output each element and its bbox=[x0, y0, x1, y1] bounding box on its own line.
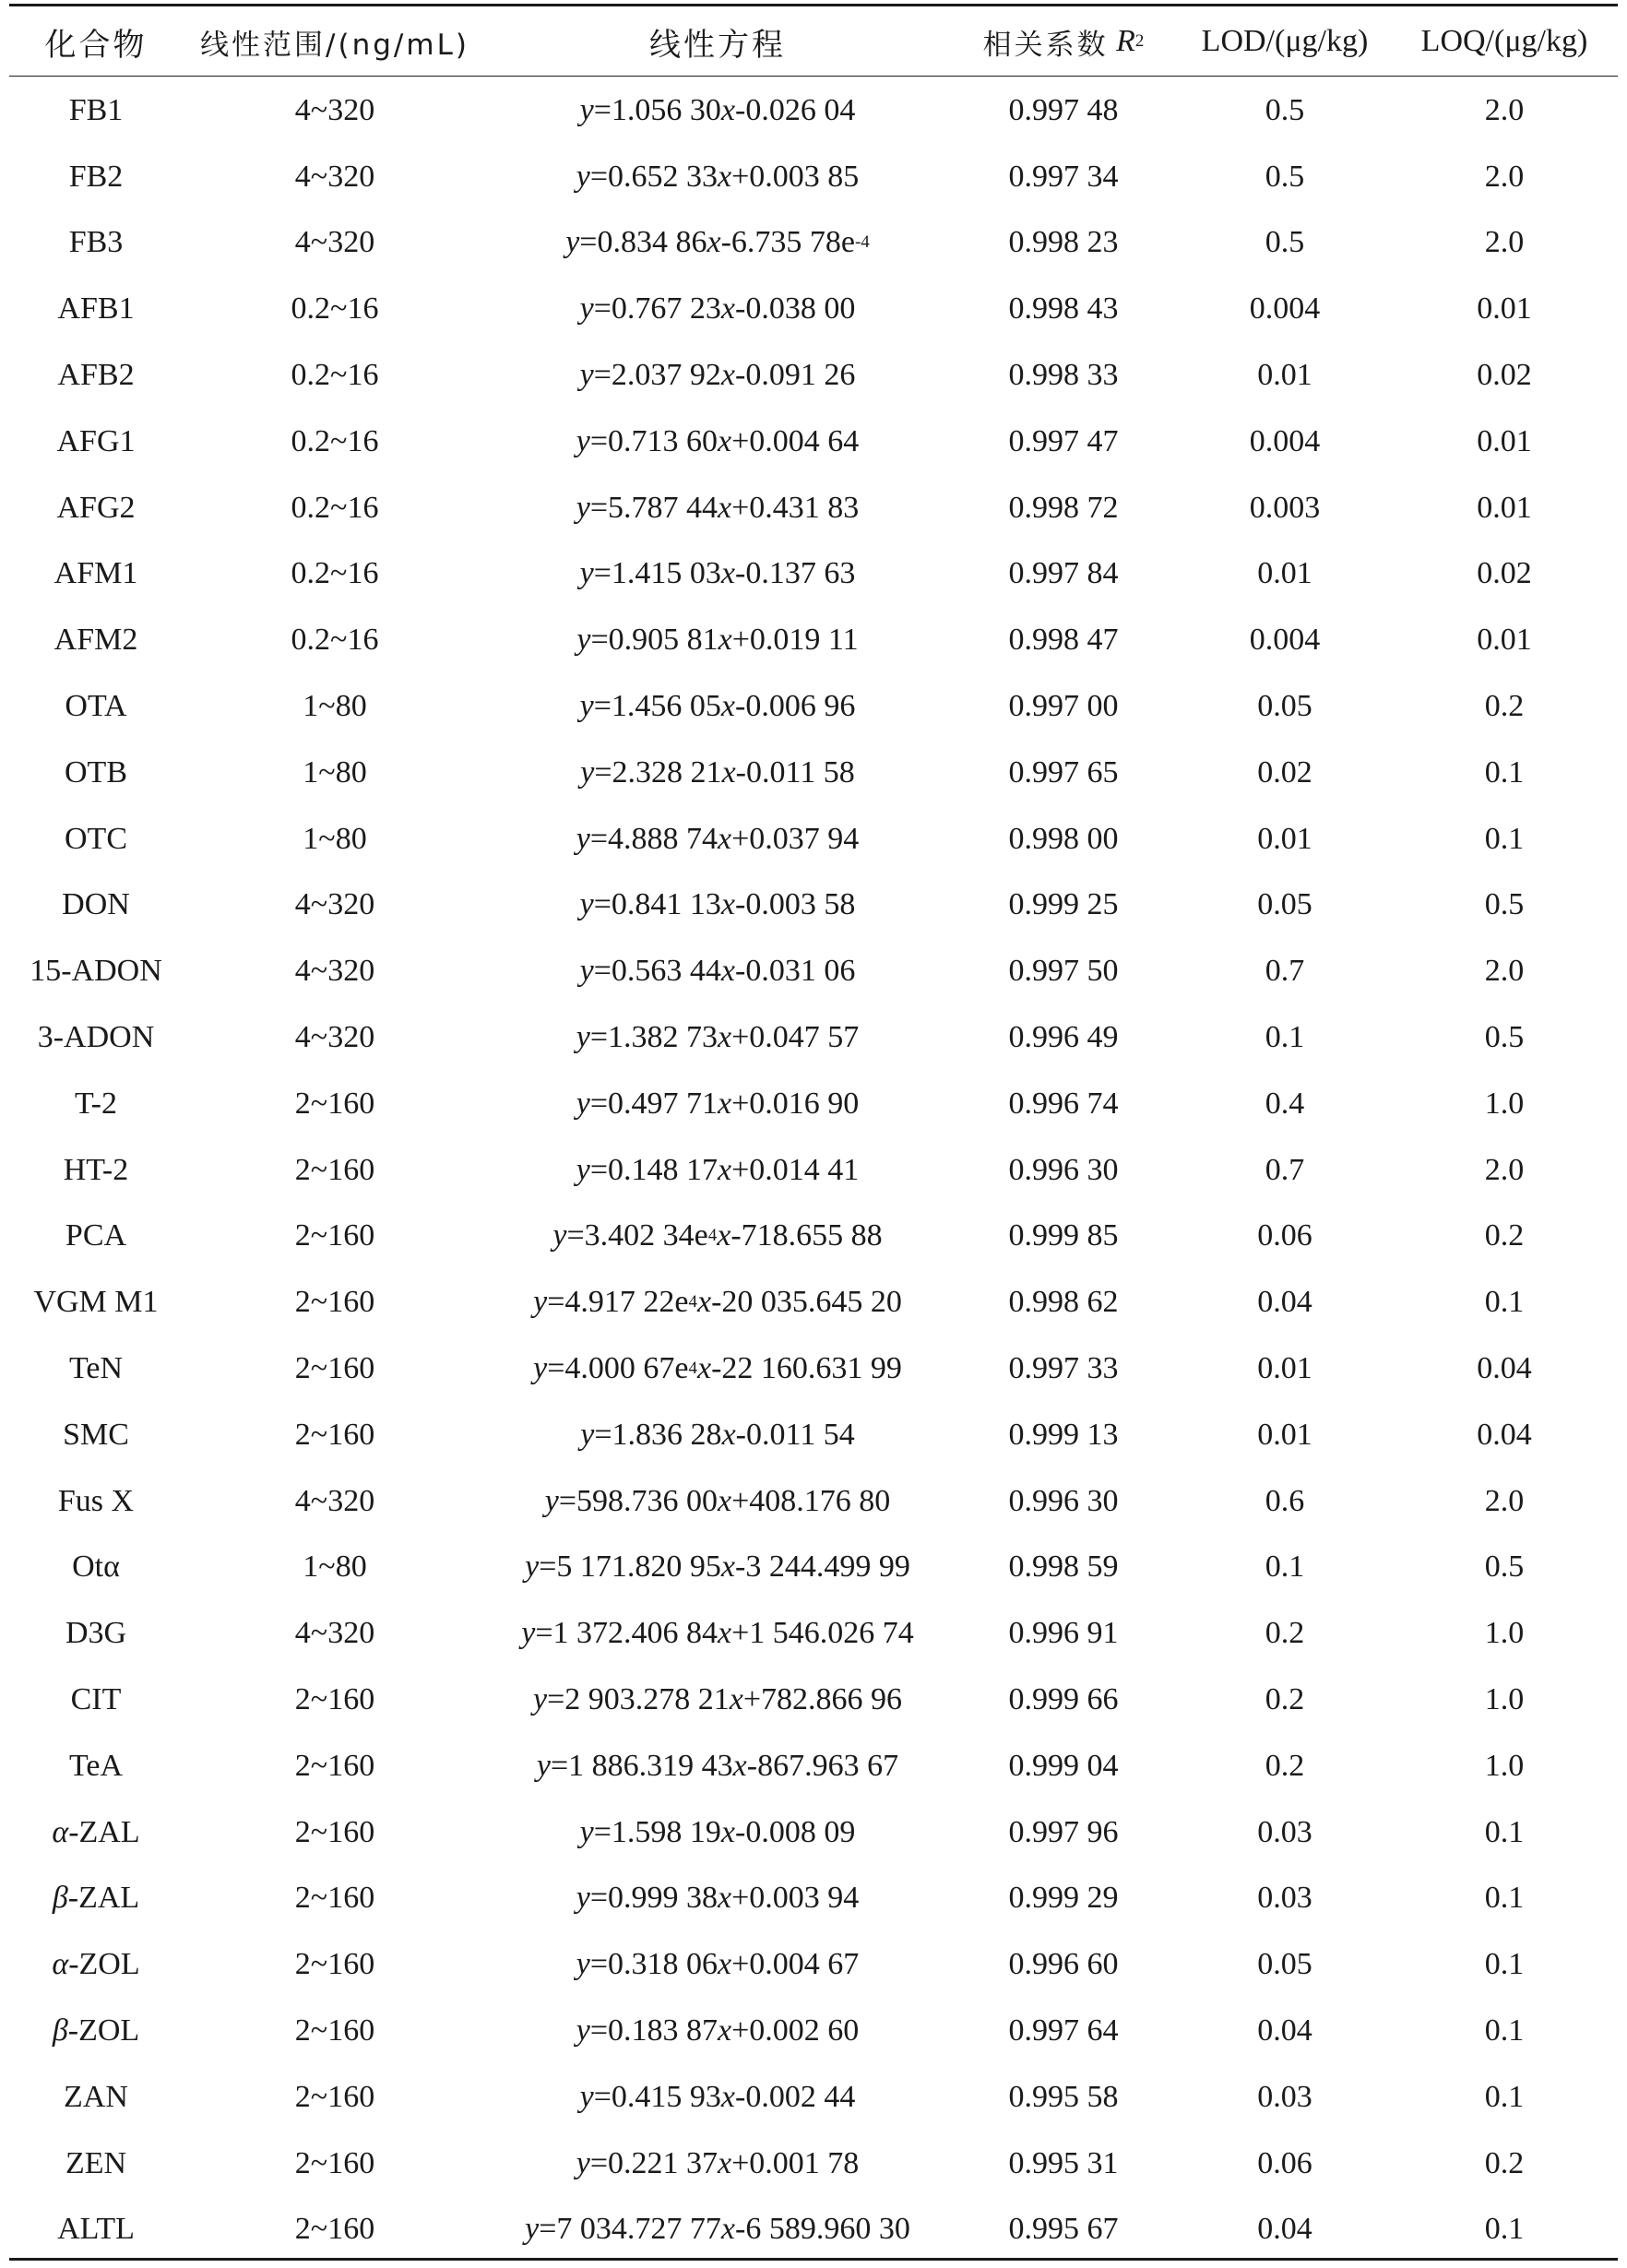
cell-lod: 0.01 bbox=[1257, 821, 1312, 856]
cell-range: 4~320 bbox=[294, 954, 375, 989]
cell-r2: 0.997 50 bbox=[1008, 954, 1119, 989]
header-r2-label: 相关系数 bbox=[982, 28, 1109, 62]
cell-equation: y =4.888 74 x +0.037 94 bbox=[576, 821, 860, 856]
cell-r2: 0.996 60 bbox=[1008, 1947, 1119, 1982]
cell-lod: 0.004 bbox=[1249, 291, 1321, 327]
cell-compound: TeA bbox=[68, 1748, 124, 1783]
cell-r2: 0.998 47 bbox=[1008, 623, 1119, 658]
cell-equation: y =0.834 86 x -6.735 78e -4 bbox=[565, 225, 870, 260]
cell-loq: 0.5 bbox=[1484, 1020, 1525, 1055]
cell-r2: 0.999 25 bbox=[1008, 887, 1119, 922]
cell-r2: 0.997 84 bbox=[1008, 556, 1119, 591]
cell-equation: y =1.415 03 x -0.137 63 bbox=[579, 556, 856, 591]
cell-lod: 0.03 bbox=[1257, 1814, 1312, 1849]
cell-compound: SMC bbox=[63, 1417, 129, 1452]
cell-r2: 0.998 33 bbox=[1008, 358, 1119, 393]
cell-compound: ALTL bbox=[57, 2212, 135, 2247]
cell-compound: Otα bbox=[72, 1550, 120, 1585]
cell-equation: y =0.183 87 x +0.002 60 bbox=[576, 2013, 860, 2048]
cell-range: 0.2~16 bbox=[291, 358, 379, 393]
cell-equation: y =0.497 71 x +0.016 90 bbox=[576, 1086, 860, 1121]
table-row bbox=[9, 1004, 1618, 1071]
cell-r2: 0.998 72 bbox=[1008, 490, 1119, 525]
cell-lod: 0.06 bbox=[1257, 1218, 1312, 1253]
table-row bbox=[9, 1071, 1618, 1137]
cell-range: 2~160 bbox=[294, 1881, 375, 1916]
cell-lod: 0.05 bbox=[1257, 1947, 1312, 1982]
cell-compound: TeN bbox=[68, 1351, 124, 1386]
cell-equation: y =4.000 67e 4 x -22 160.631 99 bbox=[533, 1351, 902, 1386]
cell-range: 2~160 bbox=[294, 1285, 375, 1320]
cell-compound: AFB2 bbox=[57, 358, 135, 393]
header-loq: LOQ/(μg/kg) bbox=[1420, 24, 1588, 58]
cell-equation: y =0.999 38 x +0.003 94 bbox=[576, 1881, 860, 1916]
cell-range: 2~160 bbox=[294, 1748, 375, 1783]
cell-range: 0.2~16 bbox=[291, 623, 379, 658]
cell-r2: 0.996 74 bbox=[1008, 1086, 1119, 1121]
cell-lod: 0.04 bbox=[1257, 2013, 1312, 2048]
cell-equation: y =0.652 33 x +0.003 85 bbox=[576, 159, 860, 194]
cell-range: 4~320 bbox=[294, 887, 375, 922]
cell-range: 2~160 bbox=[294, 1814, 375, 1849]
cell-r2: 0.999 85 bbox=[1008, 1218, 1119, 1253]
table-row bbox=[9, 1137, 1618, 1204]
cell-range: 2~160 bbox=[294, 1351, 375, 1386]
table-row bbox=[9, 1204, 1618, 1270]
cell-range: 4~320 bbox=[294, 92, 375, 127]
cell-range: 2~160 bbox=[294, 1086, 375, 1121]
cell-range: 2~160 bbox=[294, 1152, 375, 1187]
cell-r2: 0.999 29 bbox=[1008, 1881, 1119, 1916]
table-row bbox=[9, 1336, 1618, 1402]
cell-equation: y =1.056 30 x -0.026 04 bbox=[579, 92, 856, 127]
cell-loq: 0.01 bbox=[1477, 423, 1532, 458]
table-row bbox=[9, 1600, 1618, 1667]
cell-compound: DON bbox=[62, 887, 130, 922]
cell-lod: 0.01 bbox=[1257, 556, 1312, 591]
cell-range: 4~320 bbox=[294, 1483, 375, 1518]
cell-lod: 0.5 bbox=[1265, 159, 1305, 194]
cell-loq: 2.0 bbox=[1484, 1152, 1525, 1187]
cell-loq: 2.0 bbox=[1484, 954, 1525, 989]
table-row bbox=[9, 276, 1618, 342]
cell-r2: 0.997 65 bbox=[1008, 754, 1119, 790]
cell-r2: 0.996 30 bbox=[1008, 1152, 1119, 1187]
table-row bbox=[9, 1998, 1618, 2064]
cell-range: 2~160 bbox=[294, 2212, 375, 2247]
cell-equation: y =0.415 93 x -0.002 44 bbox=[579, 2079, 856, 2114]
cell-equation: y =1.836 28 x -0.011 54 bbox=[580, 1417, 855, 1452]
cell-r2: 0.999 13 bbox=[1008, 1417, 1119, 1452]
cell-equation: y =2.328 21 x -0.011 58 bbox=[580, 754, 855, 790]
cell-compound: α -ZOL bbox=[52, 1947, 140, 1982]
cell-loq: 0.01 bbox=[1477, 291, 1532, 327]
cell-range: 4~320 bbox=[294, 1616, 375, 1651]
cell-range: 2~160 bbox=[294, 1417, 375, 1452]
cell-equation: y =0.713 60 x +0.004 64 bbox=[576, 423, 860, 458]
table-row bbox=[9, 77, 1618, 144]
table-row bbox=[9, 2131, 1618, 2197]
cell-compound: ZAN bbox=[64, 2079, 128, 2114]
cell-compound: AFM1 bbox=[53, 556, 138, 591]
cell-equation: y =3.402 34e 4 x -718.655 88 bbox=[552, 1218, 883, 1253]
cell-r2: 0.997 48 bbox=[1008, 92, 1119, 127]
cell-lod: 0.6 bbox=[1265, 1483, 1305, 1518]
cell-equation: y =0.318 06 x +0.004 67 bbox=[576, 1947, 860, 1982]
table-row bbox=[9, 1733, 1618, 1799]
cell-range: 1~80 bbox=[303, 689, 367, 724]
cell-equation: y =0.841 13 x -0.003 58 bbox=[579, 887, 856, 922]
cell-lod: 0.5 bbox=[1265, 225, 1305, 260]
table-row bbox=[9, 1468, 1618, 1535]
cell-r2: 0.996 30 bbox=[1008, 1483, 1119, 1518]
table-row bbox=[9, 342, 1618, 409]
cell-equation: y =4.917 22e 4 x -20 035.645 20 bbox=[533, 1285, 902, 1320]
cell-compound: β -ZAL bbox=[52, 1881, 140, 1916]
cell-lod: 0.2 bbox=[1265, 1616, 1305, 1651]
cell-lod: 0.004 bbox=[1249, 623, 1321, 658]
header-equation: 线性方程 bbox=[649, 26, 786, 64]
cell-loq: 2.0 bbox=[1484, 1483, 1525, 1518]
cell-compound: OTC bbox=[65, 821, 127, 856]
cell-compound: AFG1 bbox=[56, 423, 136, 458]
cell-r2: 0.997 96 bbox=[1008, 1814, 1119, 1849]
cell-lod: 0.5 bbox=[1265, 92, 1305, 127]
cell-compound: ZEN bbox=[65, 2145, 127, 2180]
cell-compound: FB2 bbox=[68, 159, 124, 194]
cell-compound: D3G bbox=[65, 1616, 127, 1651]
cell-equation: y =1 372.406 84 x +1 546.026 74 bbox=[521, 1616, 914, 1651]
cell-lod: 0.1 bbox=[1265, 1550, 1305, 1585]
cell-range: 1~80 bbox=[303, 821, 367, 856]
cell-r2: 0.996 91 bbox=[1008, 1616, 1119, 1651]
cell-loq: 0.1 bbox=[1484, 1285, 1525, 1320]
cell-range: 0.2~16 bbox=[291, 490, 379, 525]
table-row bbox=[9, 2064, 1618, 2131]
cell-loq: 1.0 bbox=[1484, 1682, 1525, 1717]
cell-lod: 0.04 bbox=[1257, 1285, 1312, 1320]
cell-range: 1~80 bbox=[303, 1550, 367, 1585]
cell-r2: 0.997 64 bbox=[1008, 2013, 1119, 2048]
cell-equation: y =2.037 92 x -0.091 26 bbox=[579, 358, 856, 393]
cell-equation: y =1 886.319 43 x -867.963 67 bbox=[536, 1748, 899, 1783]
cell-compound: FB1 bbox=[68, 92, 124, 127]
cell-range: 2~160 bbox=[294, 1947, 375, 1982]
table-row bbox=[9, 1667, 1618, 1733]
cell-loq: 0.5 bbox=[1484, 887, 1525, 922]
cell-lod: 0.06 bbox=[1257, 2145, 1312, 2180]
header-compound: 化合物 bbox=[44, 26, 148, 64]
cell-r2: 0.995 67 bbox=[1008, 2212, 1119, 2247]
table-row bbox=[9, 1402, 1618, 1468]
cell-range: 4~320 bbox=[294, 159, 375, 194]
cell-loq: 0.01 bbox=[1477, 490, 1532, 525]
cell-range: 2~160 bbox=[294, 1218, 375, 1253]
cell-compound: AFB1 bbox=[57, 291, 135, 327]
cell-lod: 0.01 bbox=[1257, 358, 1312, 393]
cell-equation: y =2 903.278 21 x +782.866 96 bbox=[532, 1682, 903, 1717]
cell-r2: 0.999 66 bbox=[1008, 1682, 1119, 1717]
table-row bbox=[9, 541, 1618, 608]
cell-compound: FB3 bbox=[68, 225, 124, 260]
cell-loq: 0.1 bbox=[1484, 1814, 1525, 1849]
cell-compound: OTB bbox=[65, 754, 127, 790]
cell-r2: 0.996 49 bbox=[1008, 1020, 1119, 1055]
cell-range: 2~160 bbox=[294, 2145, 375, 2180]
cell-lod: 0.02 bbox=[1257, 754, 1312, 790]
cell-loq: 0.02 bbox=[1477, 358, 1532, 393]
cell-r2: 0.998 59 bbox=[1008, 1550, 1119, 1585]
cell-equation: y =0.148 17 x +0.014 41 bbox=[576, 1152, 860, 1187]
cell-compound: VGM M1 bbox=[33, 1285, 159, 1320]
cell-lod: 0.2 bbox=[1265, 1748, 1305, 1783]
cell-range: 0.2~16 bbox=[291, 423, 379, 458]
table-row bbox=[9, 740, 1618, 806]
table-row bbox=[9, 1799, 1618, 1866]
cell-loq: 0.1 bbox=[1484, 1947, 1525, 1982]
cell-lod: 0.4 bbox=[1265, 1086, 1305, 1121]
cell-lod: 0.7 bbox=[1265, 954, 1305, 989]
header-lod: LOD/(μg/kg) bbox=[1201, 24, 1369, 58]
cell-equation: y =0.221 37 x +0.001 78 bbox=[576, 2145, 860, 2180]
cell-compound: AFG2 bbox=[56, 490, 136, 525]
table-row bbox=[9, 475, 1618, 541]
table-row bbox=[9, 409, 1618, 475]
cell-lod: 0.01 bbox=[1257, 1351, 1312, 1386]
table-row bbox=[9, 1931, 1618, 1998]
table-row bbox=[9, 1866, 1618, 1932]
cell-compound: Fus X bbox=[57, 1483, 135, 1518]
cell-r2: 0.995 58 bbox=[1008, 2079, 1119, 2114]
cell-range: 2~160 bbox=[294, 2079, 375, 2114]
table-bottom-rule bbox=[9, 2258, 1618, 2261]
cell-compound: PCA bbox=[65, 1218, 127, 1253]
cell-loq: 0.1 bbox=[1484, 2079, 1525, 2114]
cell-loq: 2.0 bbox=[1484, 159, 1525, 194]
cell-loq: 0.2 bbox=[1484, 1218, 1525, 1253]
cell-range: 2~160 bbox=[294, 1682, 375, 1717]
cell-loq: 0.2 bbox=[1484, 2145, 1525, 2180]
cell-range: 0.2~16 bbox=[291, 291, 379, 327]
table-top-rule bbox=[9, 4, 1618, 6]
cell-loq: 1.0 bbox=[1484, 1616, 1525, 1651]
cell-equation: y =1.382 73 x +0.047 57 bbox=[576, 1020, 860, 1055]
cell-r2: 0.998 00 bbox=[1008, 821, 1119, 856]
cell-loq: 0.01 bbox=[1477, 623, 1532, 658]
table-row bbox=[9, 806, 1618, 873]
cell-loq: 0.1 bbox=[1484, 1881, 1525, 1916]
cell-equation: y =0.767 23 x -0.038 00 bbox=[579, 291, 856, 327]
cell-loq: 1.0 bbox=[1484, 1086, 1525, 1121]
cell-r2: 0.998 43 bbox=[1008, 291, 1119, 327]
cell-lod: 0.004 bbox=[1249, 423, 1321, 458]
cell-range: 0.2~16 bbox=[291, 556, 379, 591]
table-row bbox=[9, 673, 1618, 740]
cell-loq: 0.1 bbox=[1484, 821, 1525, 856]
cell-r2: 0.997 47 bbox=[1008, 423, 1119, 458]
cell-compound: AFM2 bbox=[53, 623, 138, 658]
header-range-text: 线性范围/(ng/mL) bbox=[200, 28, 469, 62]
header-range bbox=[183, 9, 487, 74]
table-row bbox=[9, 873, 1618, 939]
cell-equation: y =1.456 05 x -0.006 96 bbox=[579, 689, 856, 724]
cell-loq: 0.2 bbox=[1484, 689, 1525, 724]
table-body bbox=[9, 77, 1618, 2262]
cell-equation: y =7 034.727 77 x -6 589.960 30 bbox=[525, 2212, 910, 2247]
cell-loq: 0.1 bbox=[1484, 2212, 1525, 2247]
table-header-row bbox=[9, 9, 1618, 74]
cell-compound: 15-ADON bbox=[30, 954, 162, 989]
cell-equation: y =598.736 00 x +408.176 80 bbox=[544, 1483, 891, 1518]
cell-compound: α -ZAL bbox=[52, 1814, 140, 1849]
cell-loq: 0.04 bbox=[1477, 1417, 1532, 1452]
table-header-rule bbox=[9, 76, 1618, 77]
table-row bbox=[9, 1535, 1618, 1601]
table-row bbox=[9, 607, 1618, 673]
cell-compound: CIT bbox=[70, 1682, 122, 1717]
cell-lod: 0.01 bbox=[1257, 1417, 1312, 1452]
cell-compound: OTA bbox=[65, 689, 127, 724]
cell-r2: 0.998 23 bbox=[1008, 225, 1119, 260]
cell-loq: 0.1 bbox=[1484, 2013, 1525, 2048]
cell-lod: 0.04 bbox=[1257, 2212, 1312, 2247]
cell-equation: y =0.905 81 x +0.019 11 bbox=[576, 623, 859, 658]
cell-equation: y =1.598 19 x -0.008 09 bbox=[579, 1814, 856, 1849]
cell-lod: 0.03 bbox=[1257, 1881, 1312, 1916]
cell-compound: 3-ADON bbox=[37, 1020, 155, 1055]
cell-r2: 0.995 31 bbox=[1008, 2145, 1119, 2180]
cell-equation: y =5 171.820 95 x -3 244.499 99 bbox=[525, 1550, 910, 1585]
cell-range: 4~320 bbox=[294, 225, 375, 260]
cell-compound: T-2 bbox=[75, 1086, 117, 1121]
table-row bbox=[9, 144, 1618, 210]
table-row bbox=[9, 938, 1618, 1004]
cell-lod: 0.03 bbox=[1257, 2079, 1312, 2114]
cell-range: 2~160 bbox=[294, 2013, 375, 2048]
cell-lod: 0.1 bbox=[1265, 1020, 1305, 1055]
cell-loq: 0.02 bbox=[1477, 556, 1532, 591]
cell-equation: y =5.787 44 x +0.431 83 bbox=[576, 490, 860, 525]
cell-loq: 2.0 bbox=[1484, 92, 1525, 127]
header-r2-symbol: R bbox=[1116, 24, 1135, 58]
cell-loq: 0.1 bbox=[1484, 754, 1525, 790]
cell-lod: 0.05 bbox=[1257, 887, 1312, 922]
cell-loq: 0.5 bbox=[1484, 1550, 1525, 1585]
cell-r2: 0.999 04 bbox=[1008, 1748, 1119, 1783]
cell-r2: 0.997 00 bbox=[1008, 689, 1119, 724]
cell-r2: 0.997 34 bbox=[1008, 159, 1119, 194]
cell-lod: 0.7 bbox=[1265, 1152, 1305, 1187]
cell-lod: 0.2 bbox=[1265, 1682, 1305, 1717]
cell-loq: 2.0 bbox=[1484, 225, 1525, 260]
cell-compound: HT-2 bbox=[63, 1152, 129, 1187]
header-r2: 相关系数 R 2 bbox=[948, 9, 1179, 74]
table-row bbox=[9, 2197, 1618, 2263]
cell-equation: y =0.563 44 x -0.031 06 bbox=[579, 954, 856, 989]
cell-r2: 0.997 33 bbox=[1008, 1351, 1119, 1386]
cell-lod: 0.05 bbox=[1257, 689, 1312, 724]
cell-loq: 1.0 bbox=[1484, 1748, 1525, 1783]
cell-loq: 0.04 bbox=[1477, 1351, 1532, 1386]
cell-range: 1~80 bbox=[303, 754, 367, 790]
cell-lod: 0.003 bbox=[1249, 490, 1321, 525]
table-row bbox=[9, 1269, 1618, 1336]
cell-range: 4~320 bbox=[294, 1020, 375, 1055]
table-row bbox=[9, 210, 1618, 277]
cell-compound: β -ZOL bbox=[52, 2013, 140, 2048]
cell-r2: 0.998 62 bbox=[1008, 1285, 1119, 1320]
